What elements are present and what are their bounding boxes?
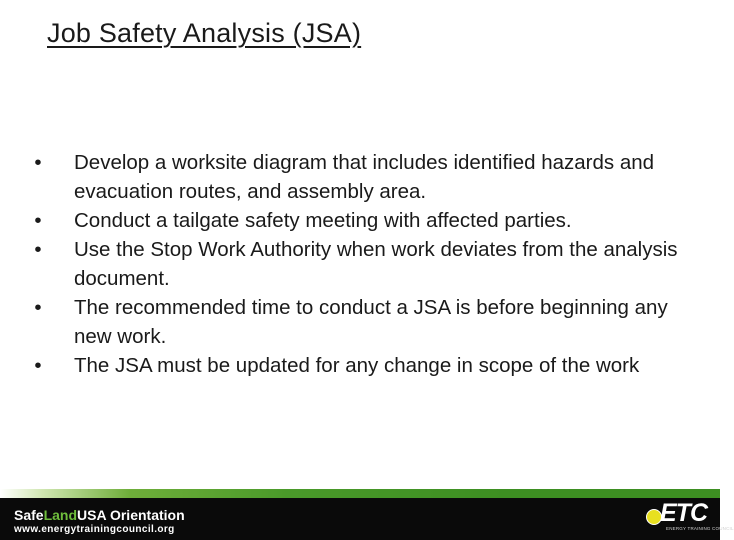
etc-logo [646, 499, 734, 534]
brand-rest: USA Orientation [77, 507, 185, 523]
bullet-dot-icon: • [34, 238, 42, 261]
etc-logo-subtitle: ENERGY TRAINING COUNCIL [666, 526, 734, 531]
bullet-item [28, 206, 678, 235]
brand-land: Land [43, 507, 78, 523]
bullet-dot-icon: • [34, 354, 42, 377]
bullet-item [28, 235, 678, 293]
bullet-text: The recommended time to conduct a JSA is before beginning any new work. [74, 296, 668, 348]
bullet-dot-icon: • [34, 296, 42, 319]
footer-bar [0, 489, 734, 540]
footer-green-stripe [0, 489, 720, 498]
footer-brand [14, 507, 185, 523]
bullet-text: Conduct a tailgate safety meeting with affected parties. [74, 209, 572, 232]
bullet-text: Develop a worksite diagram that includes identified hazards and evacuation routes, and assembly area. [74, 151, 655, 203]
bullet-dot-icon: • [34, 209, 42, 232]
bullet-text: Use the Stop Work Authority when work deviates from the analysis document. [74, 238, 678, 290]
bullet-item [28, 293, 678, 351]
footer-url: www.energytrainingcouncil.org [14, 524, 175, 535]
bullet-item [28, 351, 678, 380]
etc-logo-text: ETC [660, 499, 707, 527]
bullet-list [28, 148, 678, 380]
bullet-text: The JSA must be updated for any change in scope of the work [74, 354, 640, 377]
slide-title: Job Safety Analysis (JSA) [47, 18, 362, 48]
bullet-item [28, 148, 678, 206]
brand-safe: Safe [14, 507, 44, 523]
bullet-dot-icon: • [34, 151, 42, 174]
